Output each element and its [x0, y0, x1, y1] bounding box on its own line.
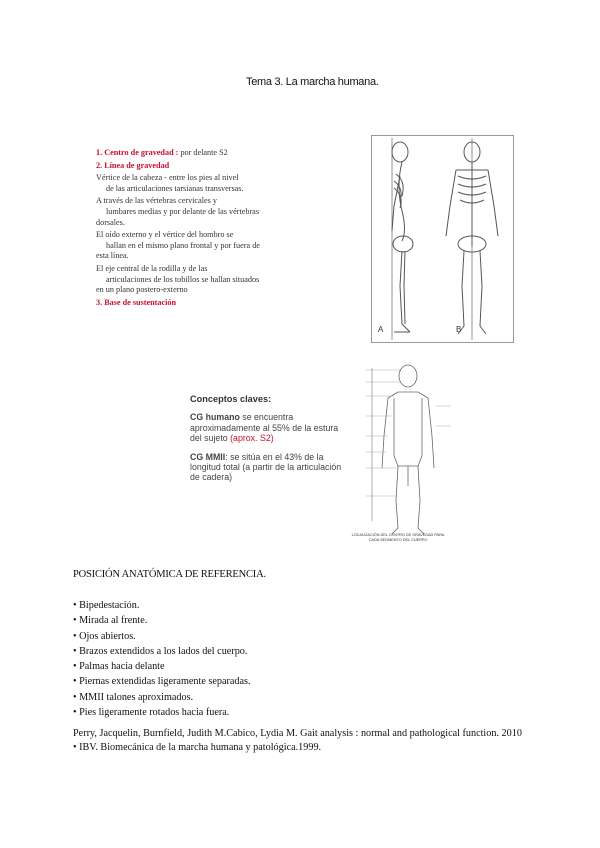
gravity-para-3-rest: hallan en el mismo plano frontal y por fuera de esta línea.	[96, 240, 260, 261]
gravity-item-2-label: 2. Línea de gravedad	[96, 160, 170, 170]
body-illustration	[336, 356, 460, 544]
page-title: Tema 3. La marcha humana.	[246, 76, 379, 88]
cg-human-label: CG humano	[190, 412, 240, 423]
list-item: • Pies ligeramente rotados hacia fuera.	[73, 707, 230, 719]
gravity-para-3-first: El oído externo y el vértice del hombro se	[96, 230, 234, 240]
gravity-para-1-rest: de las articulaciones tarsianas transversas.	[106, 183, 244, 193]
references	[73, 727, 533, 755]
list-item: • Palmas hacia delante	[73, 661, 165, 673]
gravity-notes	[96, 148, 266, 310]
body-caption-line-1: LOCALIZACIÓN DEL CENTRO DE GRAVEDAD PARA	[351, 533, 445, 537]
gravity-para-4-first: El eje central de la rodilla y de las	[96, 263, 208, 273]
reference-2: • IBV. Biomecánica de la marcha humana y patológica.1999.	[73, 741, 322, 753]
skeleton-figure	[371, 135, 514, 343]
anatomical-position-list	[73, 598, 251, 720]
key-concepts	[190, 394, 350, 491]
body-caption-line-2: CADA SEGMENTO DEL CUERPO	[368, 538, 428, 542]
skeleton-illustration	[372, 136, 513, 342]
section-title: POSICIÓN ANATÓMICA DE REFERENCIA.	[73, 569, 266, 580]
list-item: • MMII talones aproximados.	[73, 691, 194, 703]
reference-1: Perry, Jacquelin, Burnfield, Judith M.Cabico, Lydia M. Gait analysis : normal and pathological function. 2010	[73, 728, 522, 739]
cg-human-note: (aprox. S2)	[230, 433, 274, 444]
gravity-para-1-first: Vértice de la cabeza - entre los pies al nivel	[96, 173, 239, 183]
cg-human-text: se encuentra aproximadamente al 55% de la estura del sujeto	[190, 412, 339, 444]
figure-label-a: A	[378, 325, 384, 334]
gravity-para-2-rest: lumbares medias y por delante de las vértebras dorsales.	[96, 206, 260, 227]
list-item: • Ojos abiertos.	[73, 630, 136, 642]
gravity-item-1-text: por delante S2	[178, 148, 228, 157]
cg-mmii-label: CG MMII	[190, 451, 226, 462]
gravity-para-4-rest: articulaciones de los tobillos se hallan situados en un plano postero-externo	[96, 274, 260, 295]
key-concepts-heading: Conceptos claves:	[190, 394, 272, 404]
figure-label-b: B	[456, 325, 462, 334]
gravity-item-1-label: 1. Centro de gravedad :	[96, 148, 179, 157]
cg-mmii-text: : se sitúa en el 43% de la longitud total (a partir de la articulación de cadera)	[190, 451, 342, 483]
gravity-para-2-first: A través de las vértebras cervicales y	[96, 196, 217, 206]
list-item: • Piernas extendidas ligeramente separadas.	[73, 676, 251, 688]
list-item: • Bipedestación.	[73, 600, 140, 611]
list-item: • Mirada al frente.	[73, 615, 148, 627]
body-cg-figure	[336, 356, 460, 544]
list-item: • Brazos extendidos a los lados del cuerpo.	[73, 645, 248, 657]
gravity-item-3-label: 3. Base de sustentación	[96, 297, 177, 307]
